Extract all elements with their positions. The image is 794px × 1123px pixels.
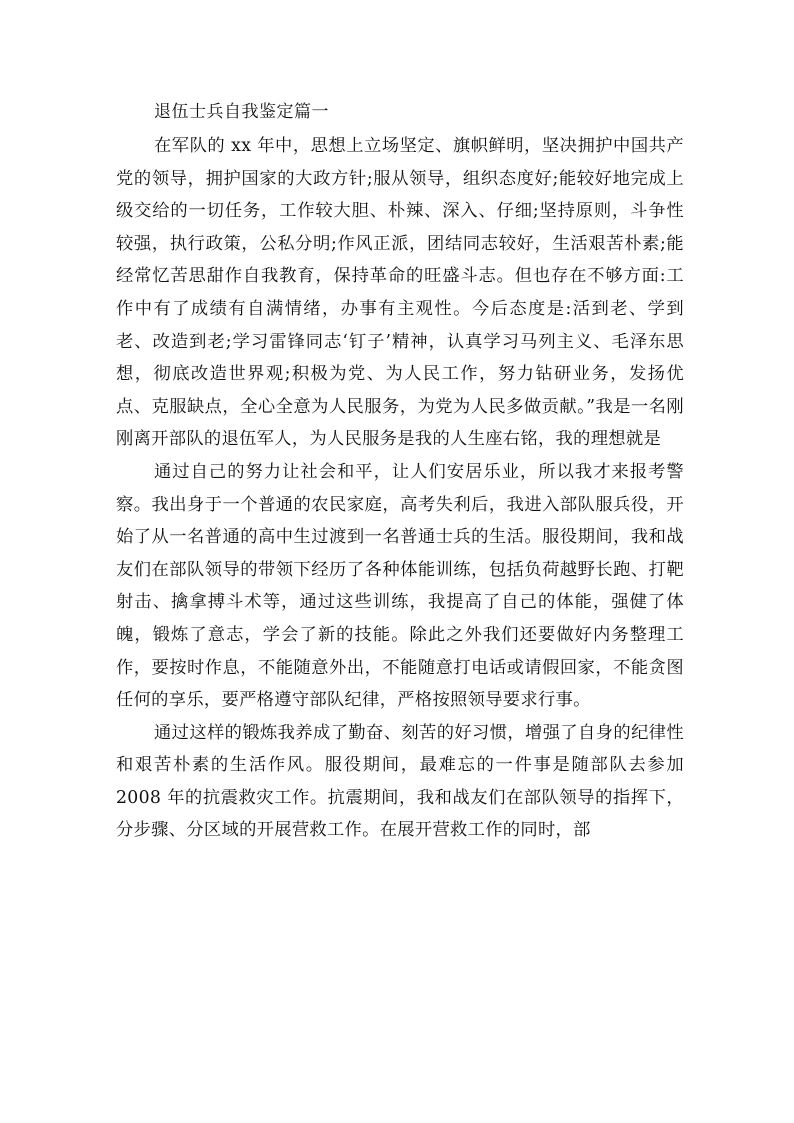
- document-body: [116, 94, 684, 847]
- paragraph-3: 通过这样的锻炼我养成了勤奋、刻苦的好习惯，增强了自身的纪律性和艰苦朴素的生活作风。服役期间，最难忘的一件事是随部队去参加 2008 年的抗震救灾工作。抗震期间，我和战友们在部队领导的指挥下，分步骤、分区域的开展营救工作。在展开营救工作的同时，部: [116, 722, 684, 841]
- document-title: 退伍士兵自我鉴定篇一: [154, 102, 329, 122]
- paragraph-2: 通过自己的努力让社会和平，让人们安居乐业，所以我才来报考警察。我出身于一个普通的农民家庭，高考失利后，我进入部队服兵役，开始了从一名普通的高中生过渡到一名普通士兵的生活。服役期间，我和战友们在部队领导的带领下经历了各种体能训练，包括负荷越野长跑、打靶射击、擒拿搏斗术等，通过这些训练，我提高了自己的体能，强健了体魄，锻炼了意志，学会了新的技能。除此之外我们还要做好内务整理工作，要按时作息，不能随意外出，不能随意打电话或请假回家，不能贪图任何的享乐，要严格遵守部队纪律，严格按照领导要求行事。: [116, 461, 684, 711]
- paragraph-1: 在军队的 xx 年中，思想上立场坚定、旗帜鲜明，坚决拥护中国共产党的领导，拥护国家的大政方针;服从领导，组织态度好;能较好地完成上级交给的一切任务，工作较大胆、朴辣、深入、仔细;坚持原则，斗争性较强，执行政策，公私分明;作风正派，团结同志较好，生活艰苦朴素;能经常忆苦思甜作自我教育，保持革命的旺盛斗志。但也存在不够方面:工作中有了成绩有自满情绪，办事有主观性。今后态度是:活到老、学到老、改造到老;学习雷锋同志‘钉子’精神，认真学习马列主义、毛泽东思想，彻底改造世界观;积极为党、为人民工作，努力钻研业务，发扬优点、克服缺点，全心全意为人民服务，为党为人民多做贡献。”我是一名刚刚离开部队的退伍军人，为人民服务是我的人生座右铭，我的理想就是: [116, 136, 684, 450]
